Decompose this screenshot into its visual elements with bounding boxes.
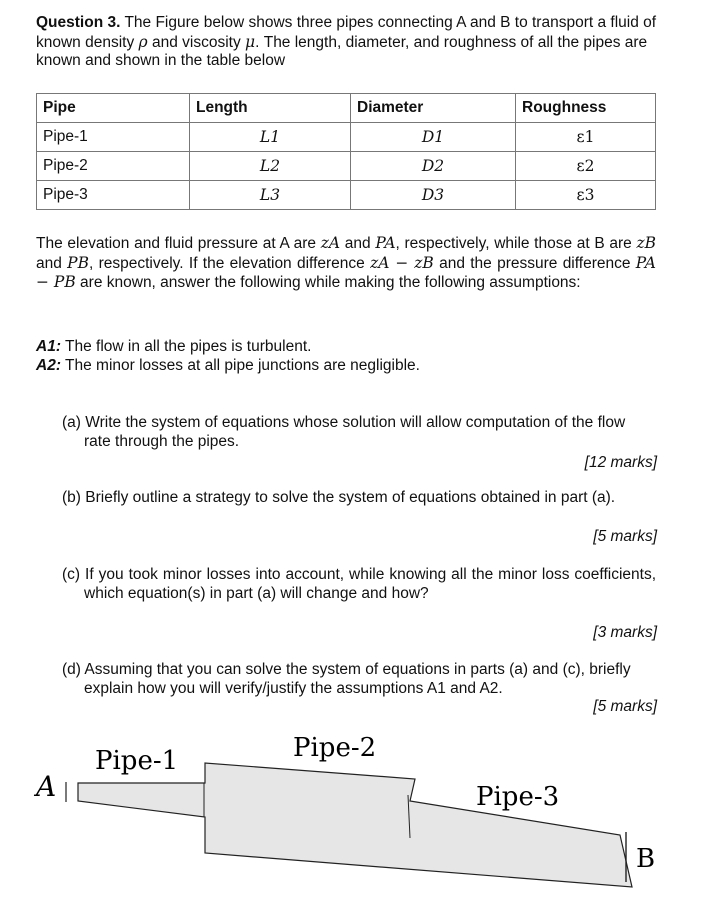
zb-symbol: zB [636,234,657,252]
part-a-marks: [12 marks] [584,454,657,471]
header-length: Length [190,94,351,123]
pb-symbol: PB [67,253,89,272]
intro-and-viscosity: and viscosity [151,33,241,51]
elev-text-4: and the pressure difference [439,254,631,272]
part-c: (c) If you took minor losses into account, while knowing all the minor loss coefficients, which equation(s) in part (a) will change and how? [62,566,656,602]
z-difference: zA − zB [370,253,434,272]
part-b-marks: [5 marks] [593,528,657,545]
pa-symbol: PA [375,234,396,252]
assumption-label: A2: [36,356,61,374]
question-number: Question 3. [36,14,121,31]
part-b: (b) Briefly outline a strategy to solve the system of equations obtained in part (a). [62,489,616,506]
label-pipe-2: Pipe-2 [293,733,377,763]
cell-roughness: ε2 [516,152,656,181]
label-pipe-3: Pipe-3 [476,782,560,812]
table-row [37,123,656,152]
part-a: (a) Write the system of equations whose solution will allow computation of the flow rate through the pipes. [62,414,626,450]
label-point-a: A [36,770,57,803]
assumption-text: The minor losses at all pipe junctions are negligible. [65,356,420,374]
header-diameter: Diameter [351,94,516,123]
question-intro [36,14,672,71]
assumptions-block [36,338,656,375]
elev-and-2: and [36,254,62,272]
elevation-paragraph [36,234,656,293]
table-row [37,181,656,210]
table-row [37,152,656,181]
cell-diameter: D1 [351,123,516,152]
table-header-row [37,94,656,123]
pipe-system-figure [0,728,707,916]
cell-length: L2 [190,152,351,181]
p-difference: PA − PB [36,253,656,291]
intro-text-1: The Figure below shows three pipes connecting A and B to transport a fluid of known density [36,14,657,51]
cell-diameter: D3 [351,181,516,210]
cell-diameter: D2 [351,152,516,181]
cell-pipe: Pipe-1 [37,123,190,152]
header-pipe: Pipe [37,94,190,123]
part-d: (d) Assuming that you can solve the system of equations in parts (a) and (c), briefly explain how you will verify/justify the assumptions A1 and A2. [62,661,631,697]
elev-text-1: The elevation and fluid pressure at A are [36,235,317,252]
cell-pipe: Pipe-3 [37,181,190,210]
cell-roughness: ε3 [516,181,656,210]
cell-length: L1 [190,123,351,152]
assumption-a2 [36,357,656,376]
elev-text-5: are known, answer the following while making the following assumptions: [80,274,581,291]
cell-pipe: Pipe-2 [37,152,190,181]
header-roughness: Roughness [516,94,656,123]
label-pipe-1: Pipe-1 [95,746,179,776]
rho-symbol: ρ [138,32,148,51]
assumption-a1 [36,338,656,357]
part-d-marks: [5 marks] [593,698,657,715]
part-c-marks: [3 marks] [593,624,657,641]
assumption-text: The flow in all the pipes is turbulent. [65,338,312,355]
pipe-properties-table [36,93,656,210]
elev-and-1: and [344,235,371,252]
za-symbol: zA [320,234,341,252]
intro-text-2: . The length, diameter, and roughness of all the pipes are known and shown in the table below [36,33,648,69]
cell-length: L3 [190,181,351,210]
label-point-b: B [636,844,656,874]
mu-symbol: μ [245,32,256,51]
assumption-label: A1: [36,338,61,355]
elev-text-3: , respectively. If the elevation difference [89,254,365,272]
cell-roughness: ε1 [516,123,656,152]
elev-text-2: , respectively, while those at B are [395,235,632,252]
